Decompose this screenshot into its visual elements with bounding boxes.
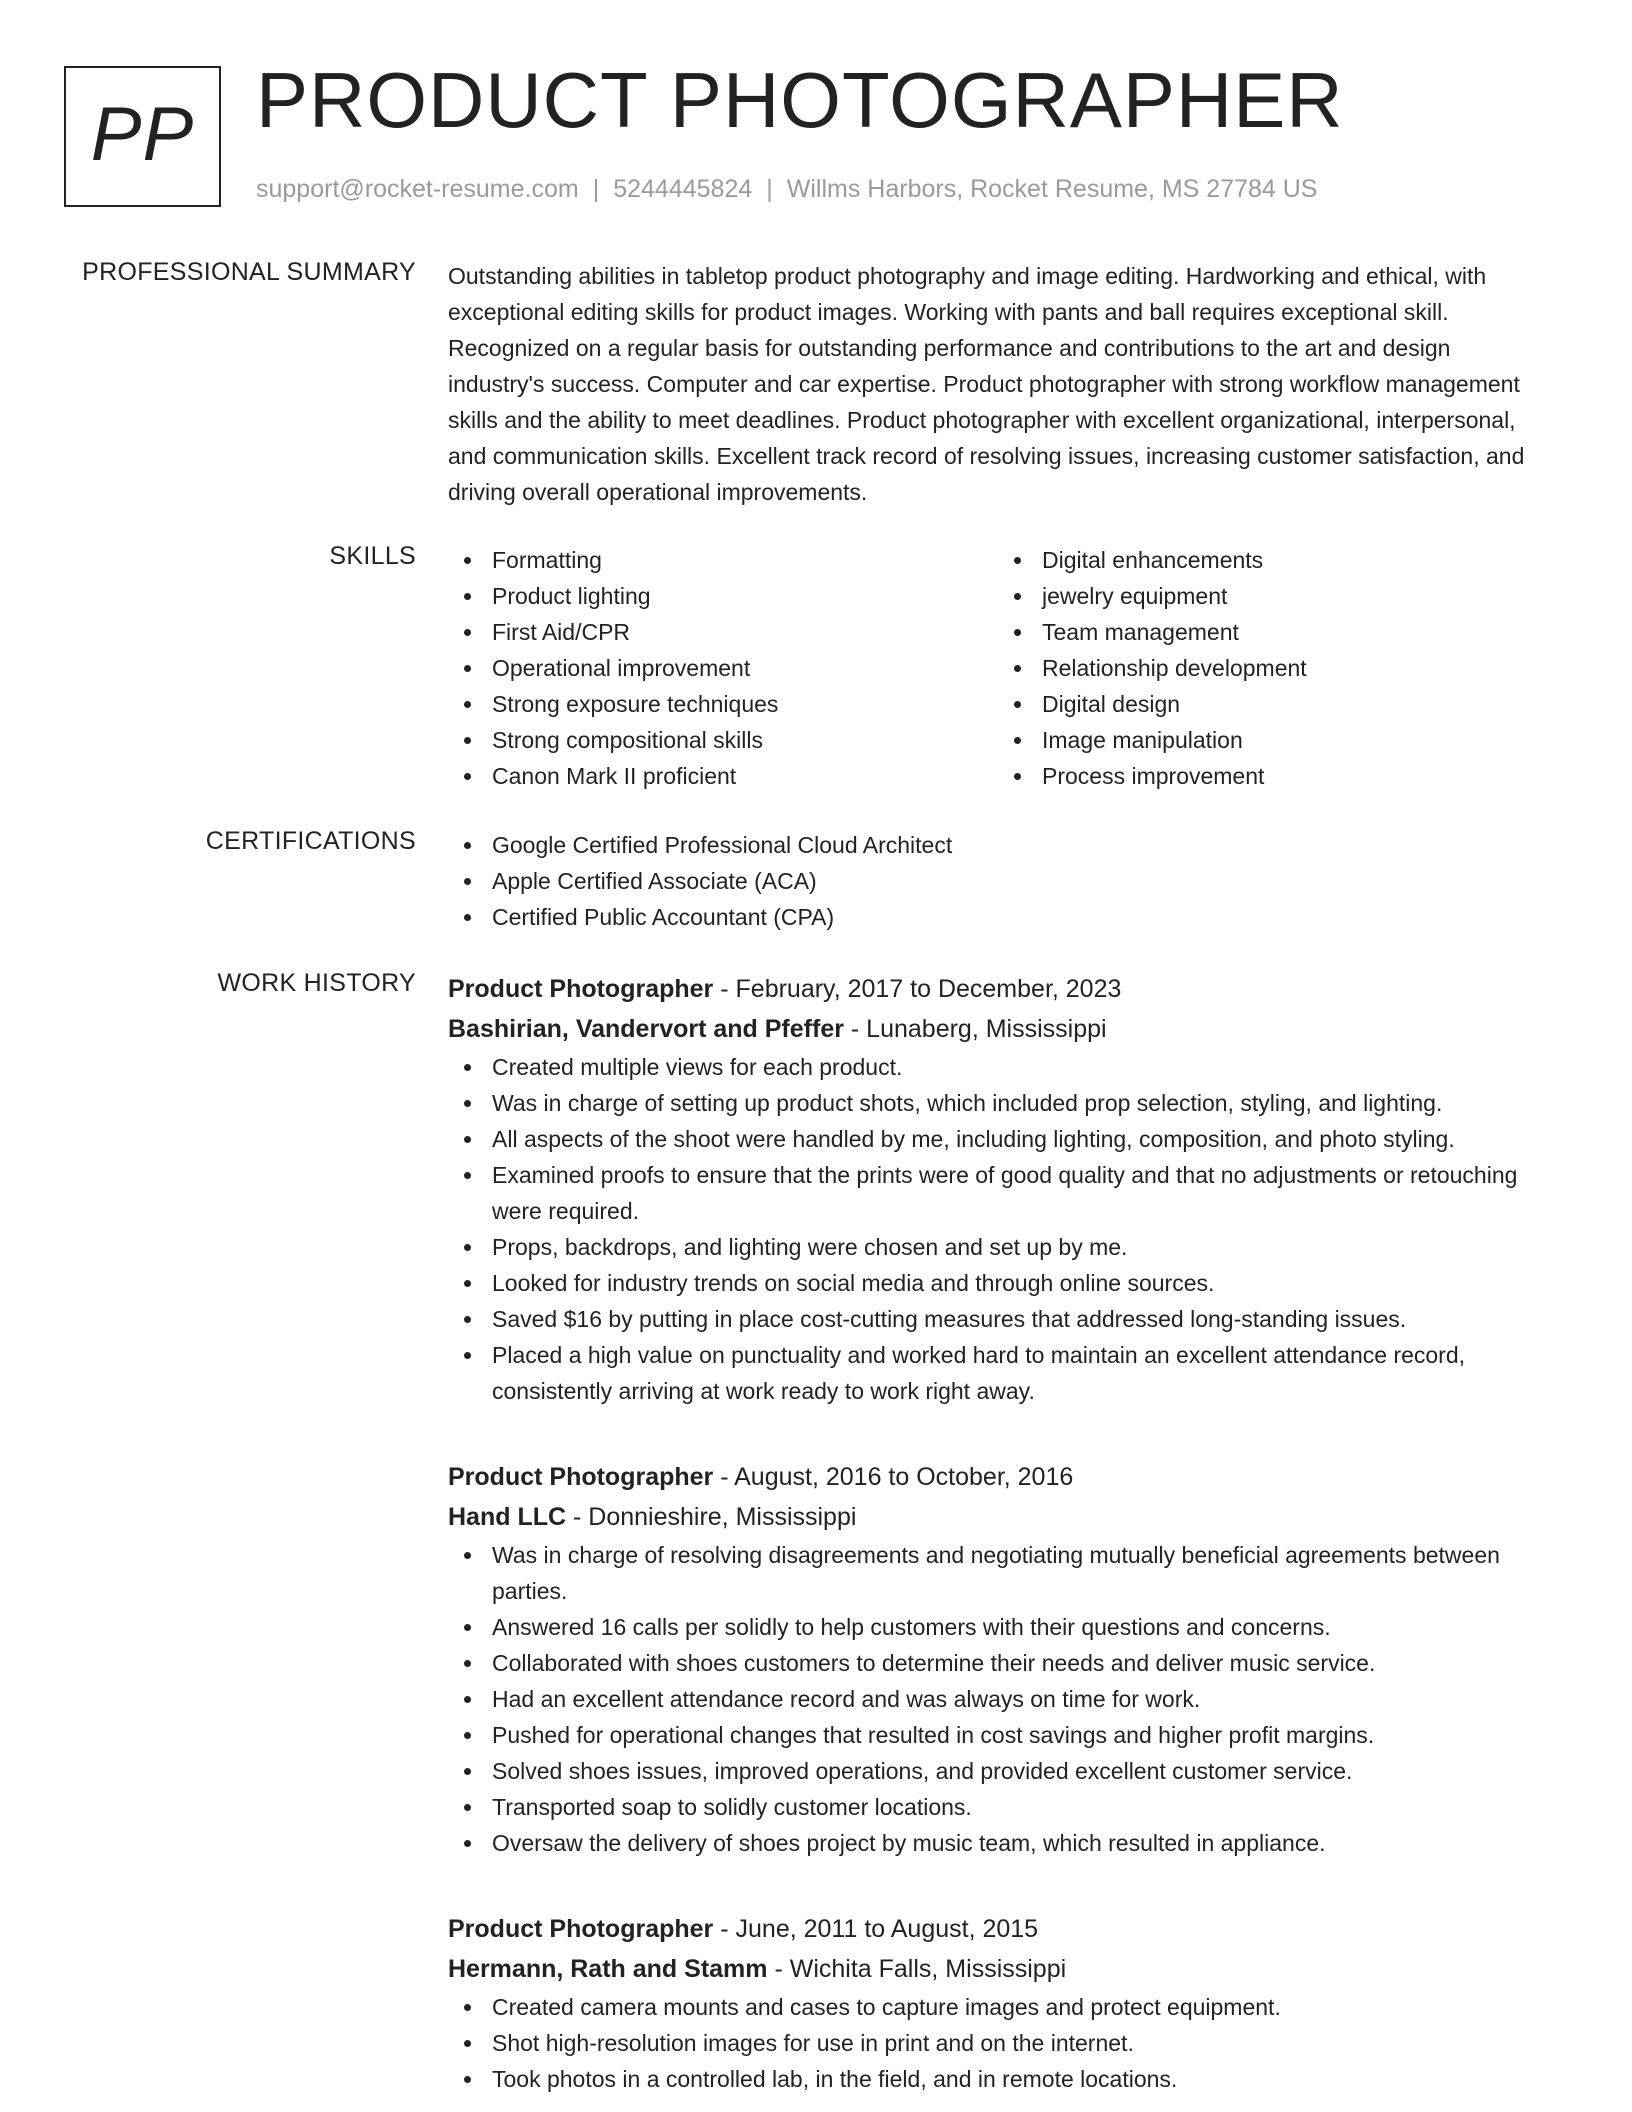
job-company: Hermann, Rath and Stamm	[448, 1955, 768, 1983]
list-item: Digital enhancements	[998, 542, 1548, 578]
list-item: Created multiple views for each product.	[448, 1049, 1548, 1085]
job-company-line	[448, 1009, 1548, 1049]
job-title: Product Photographer	[448, 1915, 714, 1943]
section-label-work-history: WORK HISTORY	[217, 969, 416, 997]
resume-title: PRODUCT PHOTOGRAPHER	[256, 56, 1344, 144]
certifications-body	[448, 827, 1548, 935]
list-item: jewelry equipment	[998, 578, 1548, 614]
list-item: Looked for industry trends on social media and through online sources.	[448, 1265, 1548, 1301]
list-item: Transported soap to solidly customer locations.	[448, 1789, 1548, 1825]
job-location: - Donnieshire, Mississippi	[566, 1503, 857, 1531]
job-dates: - June, 2011 to August, 2015	[713, 1915, 1039, 1943]
list-item: All aspects of the shoot were handled by me, including lighting, composition, and photo styling.	[448, 1121, 1548, 1157]
list-item: Saved $16 by putting in place cost-cutting measures that addressed long-standing issues.	[448, 1301, 1548, 1337]
list-item: Apple Certified Associate (ACA)	[448, 863, 1548, 899]
contact-phone: 5244445824	[613, 175, 753, 203]
list-item: Pushed for operational changes that resulted in cost savings and higher profit margins.	[448, 1717, 1548, 1753]
job-company: Hand LLC	[448, 1503, 567, 1531]
list-item: Was in charge of resolving disagreements and negotiating mutually beneficial agreements between parties.	[448, 1537, 1548, 1609]
list-item: Digital design	[998, 686, 1548, 722]
list-item: Props, backdrops, and lighting were chosen and set up by me.	[448, 1229, 1548, 1265]
job-duties-list	[448, 1537, 1548, 1861]
list-item: Process improvement	[998, 758, 1548, 794]
job-dates: - August, 2016 to October, 2016	[713, 1463, 1074, 1491]
certifications-list	[448, 827, 1548, 935]
job-dates: - February, 2017 to December, 2023	[713, 975, 1122, 1003]
list-item: Collaborated with shoes customers to determine their needs and deliver music service.	[448, 1645, 1548, 1681]
job-entry	[448, 1909, 1548, 2097]
job-location: - Lunaberg, Mississippi	[843, 1015, 1107, 1043]
summary-body	[448, 258, 1548, 510]
job-duties-list	[448, 1989, 1548, 2097]
contact-separator: |	[592, 175, 600, 203]
job-title: Product Photographer	[448, 975, 714, 1003]
job-entry	[448, 1457, 1548, 1861]
list-item: Product lighting	[448, 578, 998, 614]
section-label-skills: SKILLS	[329, 542, 416, 570]
contact-separator: |	[766, 175, 773, 203]
job-title-line	[448, 969, 1548, 1009]
skills-body	[448, 542, 1548, 794]
job-duties-list	[448, 1049, 1548, 1409]
job-title: Product Photographer	[448, 1463, 714, 1491]
job-title-line	[448, 1909, 1548, 1949]
contact-line	[256, 175, 1317, 204]
list-item: Shot high-resolution images for use in print and on the internet.	[448, 2025, 1548, 2061]
job-company-line	[448, 1949, 1548, 1989]
section-label-summary: PROFESSIONAL SUMMARY	[82, 258, 416, 286]
list-item: Answered 16 calls per solidly to help customers with their questions and concerns.	[448, 1609, 1548, 1645]
job-company-line	[448, 1497, 1548, 1537]
list-item: Placed a high value on punctuality and worked hard to maintain an excellent attendance record, consistently arriving at work ready to work right away.	[448, 1337, 1548, 1409]
monogram-initials: PP	[90, 92, 195, 177]
list-item: Strong compositional skills	[448, 722, 998, 758]
list-item: Solved shoes issues, improved operations, and provided excellent customer service.	[448, 1753, 1548, 1789]
section-label-certifications: CERTIFICATIONS	[205, 827, 416, 855]
summary-text: Outstanding abilities in tabletop product photography and image editing. Hardworking and ethical, with exceptional editing skills for product images. Working with pants and ball requires exceptional skill. Recognized on a regular basis for outstanding performance and contributions to the art and design industry's success. Computer and car expertise. Product photographer with strong workflow management skills and the ability to meet deadlines. Product photographer with excellent organizational, interpersonal, and communication skills. Excellent track record of resolving issues, increasing customer satisfaction, and driving overall operational improvements.	[448, 263, 1525, 505]
list-item: Formatting	[448, 542, 998, 578]
list-item: Google Certified Professional Cloud Architect	[448, 827, 1548, 863]
list-item: Created camera mounts and cases to capture images and protect equipment.	[448, 1989, 1548, 2025]
list-item: Image manipulation	[998, 722, 1548, 758]
job-entry	[448, 969, 1548, 1409]
job-company: Bashirian, Vandervort and Pfeffer	[448, 1015, 844, 1043]
list-item: Team management	[998, 614, 1548, 650]
list-item: Took photos in a controlled lab, in the field, and in remote locations.	[448, 2061, 1548, 2097]
skills-right-list	[998, 542, 1548, 794]
skills-left-list	[448, 542, 998, 794]
monogram-box	[64, 66, 221, 207]
job-title-line	[448, 1457, 1548, 1497]
list-item: Examined proofs to ensure that the prints were of good quality and that no adjustments or retouching were required.	[448, 1157, 1548, 1229]
list-item: Certified Public Accountant (CPA)	[448, 899, 1548, 935]
list-item: Relationship development	[998, 650, 1548, 686]
list-item: Operational improvement	[448, 650, 998, 686]
list-item: First Aid/CPR	[448, 614, 998, 650]
job-location: - Wichita Falls, Mississippi	[767, 1955, 1067, 1983]
list-item: Strong exposure techniques	[448, 686, 998, 722]
list-item: Had an excellent attendance record and was always on time for work.	[448, 1681, 1548, 1717]
contact-address: Willms Harbors, Rocket Resume, MS 27784 US	[786, 175, 1318, 203]
list-item: Was in charge of setting up product shots, which included prop selection, styling, and lighting.	[448, 1085, 1548, 1121]
list-item: Canon Mark II proficient	[448, 758, 998, 794]
contact-email: support@rocket-resume.com	[256, 175, 579, 203]
list-item: Oversaw the delivery of shoes project by music team, which resulted in appliance.	[448, 1825, 1548, 1861]
